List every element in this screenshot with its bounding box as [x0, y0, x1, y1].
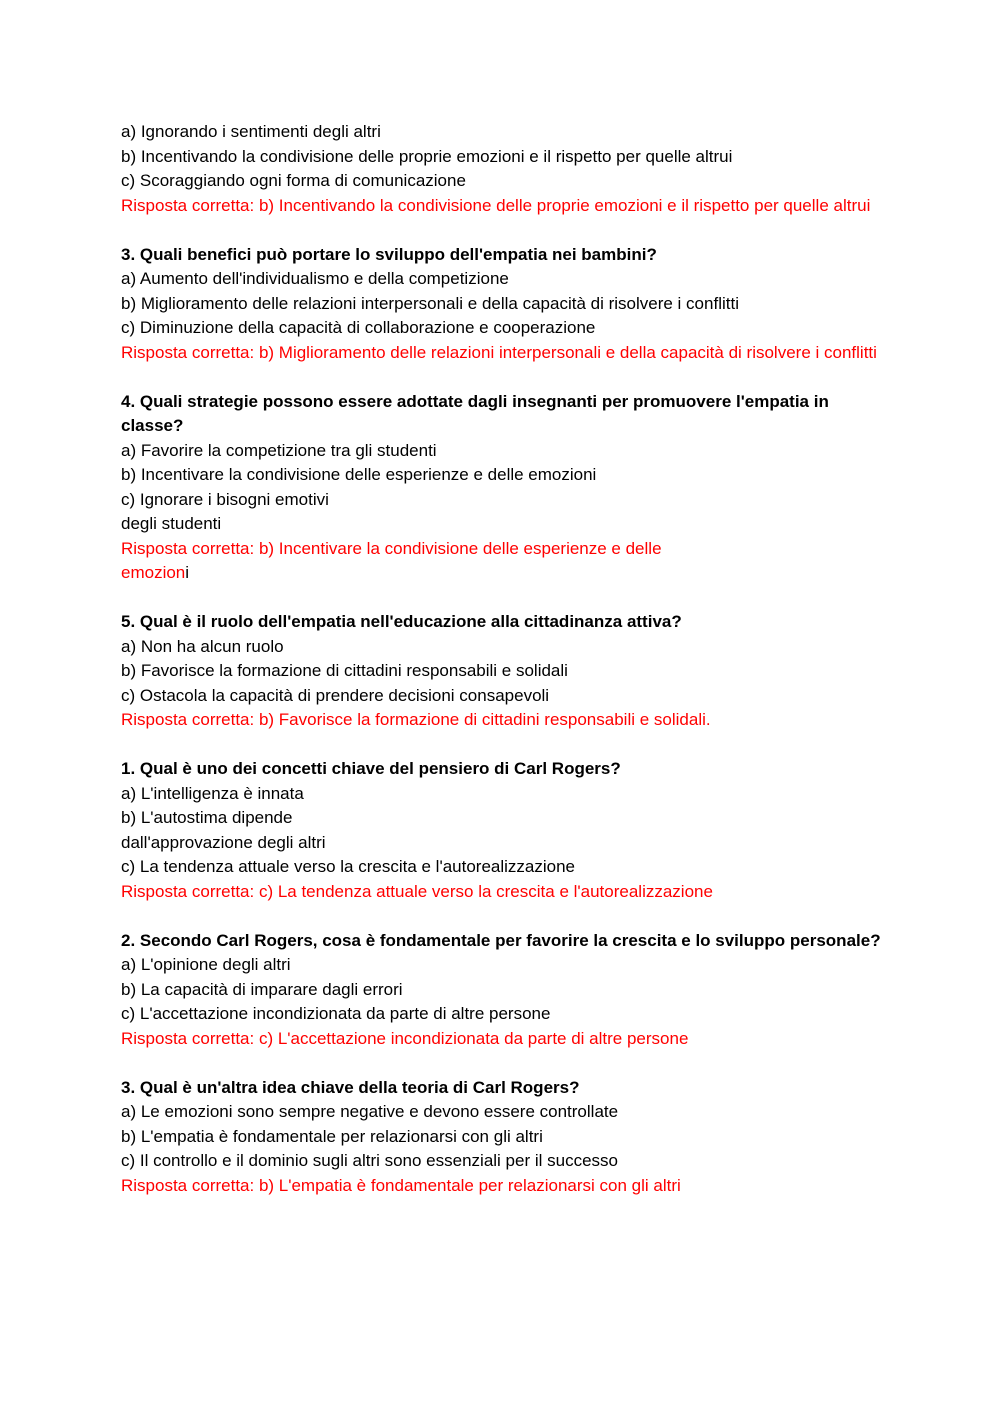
question: 2. Secondo Carl Rogers, cosa è fondamentale per favorire la crescita e lo sviluppo personale?: [121, 930, 881, 950]
correct-answer: Risposta corretta: c) La tendenza attuale verso la crescita e l'autorealizzazione: [121, 881, 713, 901]
option-c: c) La tendenza attuale verso la crescita e l'autorealizzazione: [121, 857, 576, 876]
option-a: a) Le emozioni sono sempre negative e devono essere controllate: [121, 1102, 619, 1121]
correct-answer: Risposta corretta: b) Favorisce la formazione di cittadini responsabili e solidali.: [121, 710, 711, 729]
question: 4. Quali strategie possono essere adottate dagli insegnanti per promuovere l'empatia in classe?: [121, 391, 829, 435]
option-b: b) L'autostima dipende: [121, 808, 293, 827]
spacer: [121, 365, 881, 390]
correct-answer: Risposta corretta: b) Miglioramento delle relazioni interpersonali e della capacità di risolvere i conflitti: [121, 342, 877, 362]
spacer: [121, 733, 881, 758]
option-c: c) L'accettazione incondizionata da parte di altre persone: [121, 1004, 551, 1023]
option-b: b) Incentivare la condivisione delle esperienze e delle emozioni: [121, 465, 597, 484]
question: 5. Qual è il ruolo dell'empatia nell'educazione alla cittadinanza attiva?: [121, 612, 682, 631]
option-b-continued: dall'approvazione degli altri: [121, 832, 326, 852]
option-a: a) Non ha alcun ruolo: [121, 636, 284, 656]
spacer: [121, 904, 881, 929]
spacer: [121, 218, 881, 243]
correct-answer-continued: [121, 561, 881, 586]
option-b: b) Miglioramento delle relazioni interpersonali e della capacità di risolvere i conflitti: [121, 293, 739, 313]
quiz-block: [121, 1076, 881, 1199]
correct-answer: Risposta corretta: c) L'accettazione incondizionata da parte di altre persone: [121, 1028, 689, 1048]
quiz-block: [121, 243, 881, 366]
option-a: a) Ignorando i sentimenti degli altri: [121, 122, 381, 141]
question: 3. Qual è un'altra idea chiave della teoria di Carl Rogers?: [121, 1077, 580, 1097]
quiz-block: [121, 120, 881, 218]
quiz-block: [121, 929, 881, 1052]
spacer: [121, 586, 881, 611]
correct-answer: Risposta corretta: b) Incentivare la condivisione delle esperienze e delle: [121, 538, 662, 558]
option-c: c) Scoraggiando ogni forma di comunicazione: [121, 171, 466, 190]
option-b: b) L'empatia è fondamentale per relazionarsi con gli altri: [121, 1126, 543, 1146]
option-c-continued: degli studenti: [121, 514, 222, 533]
option-c: c) Diminuzione della capacità di collaborazione e cooperazione: [121, 318, 596, 337]
answer-fragment-black: i: [185, 563, 190, 582]
option-a: a) L'opinione degli altri: [121, 955, 291, 974]
option-c: c) Ignorare i bisogni emotivi: [121, 489, 329, 509]
question: 3. Quali benefici può portare lo sviluppo dell'empatia nei bambini?: [121, 244, 657, 264]
question: 1. Qual è uno dei concetti chiave del pensiero di Carl Rogers?: [121, 759, 621, 778]
answer-fragment-red: emozion: [121, 563, 186, 582]
quiz-block: [121, 757, 881, 904]
option-b: b) La capacità di imparare dagli errori: [121, 979, 403, 999]
option-b: b) Favorisce la formazione di cittadini responsabili e solidali: [121, 661, 568, 680]
option-a: a) L'intelligenza è innata: [121, 783, 304, 803]
option-a: a) Favorire la competizione tra gli studenti: [121, 440, 437, 460]
option-a: a) Aumento dell'individualismo e della competizione: [121, 269, 509, 288]
spacer: [121, 1051, 881, 1076]
option-c: c) Ostacola la capacità di prendere decisioni consapevoli: [121, 685, 550, 705]
option-c: c) Il controllo e il dominio sugli altri sono essenziali per il successo: [121, 1151, 618, 1170]
correct-answer: Risposta corretta: b) L'empatia è fondamentale per relazionarsi con gli altri: [121, 1175, 681, 1195]
correct-answer: Risposta corretta: b) Incentivando la condivisione delle proprie emozioni e il rispetto per quelle altrui: [121, 195, 871, 215]
option-b: b) Incentivando la condivisione delle proprie emozioni e il rispetto per quelle altrui: [121, 146, 733, 166]
quiz-block: [121, 390, 881, 586]
document-page: [121, 120, 881, 1198]
quiz-block: [121, 610, 881, 733]
